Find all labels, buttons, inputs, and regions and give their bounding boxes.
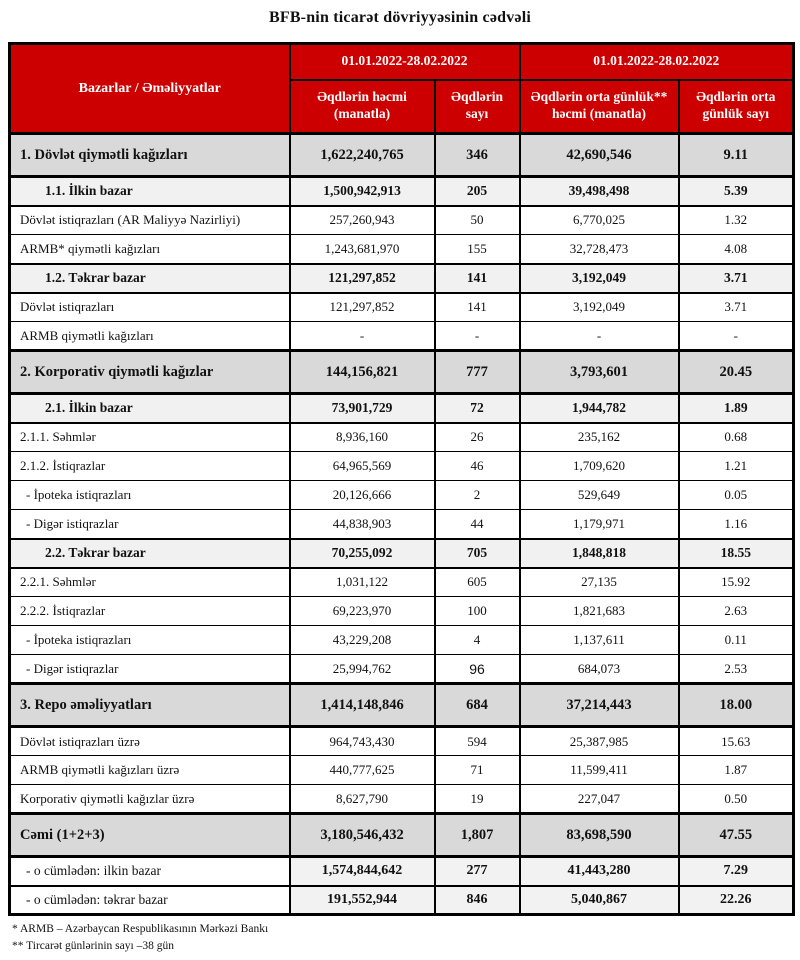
row-value: 4 <box>435 626 520 655</box>
row-value: 3,180,546,432 <box>290 814 435 857</box>
row-value: 22.26 <box>679 886 794 915</box>
table-header <box>10 44 794 134</box>
row-value: - <box>520 322 679 351</box>
row-value: 1,821,683 <box>520 597 679 626</box>
row-value: 37,214,443 <box>520 684 679 727</box>
table-row <box>10 293 794 322</box>
row-value: 20,126,666 <box>290 481 435 510</box>
table-row <box>10 452 794 481</box>
row-value: 594 <box>435 727 520 756</box>
row-value: 1.87 <box>679 756 794 785</box>
row-value: 71 <box>435 756 520 785</box>
row-value: 257,260,943 <box>290 206 435 235</box>
row-value: 41,443,280 <box>520 857 679 886</box>
row-label: 3. Repo əməliyyatları <box>10 684 290 727</box>
row-value: 684 <box>435 684 520 727</box>
row-value: - <box>435 322 520 351</box>
row-value: 964,743,430 <box>290 727 435 756</box>
row-value: 440,777,625 <box>290 756 435 785</box>
row-label: - İpoteka istiqrazları <box>10 481 290 510</box>
column-header-avg-daily-volume: Əqdlərin orta günlük** həcmi (manatla) <box>520 80 679 134</box>
column-header-deal-volume: Əqdlərin həcmi (manatla) <box>290 80 435 134</box>
row-value: 1,500,942,913 <box>290 177 435 206</box>
table-row <box>10 177 794 206</box>
row-value: 1,243,681,970 <box>290 235 435 264</box>
row-value: 121,297,852 <box>290 293 435 322</box>
row-value: 96 <box>435 655 520 684</box>
row-value: 43,229,208 <box>290 626 435 655</box>
row-label: 1.1. İlkin bazar <box>10 177 290 206</box>
row-value: 50 <box>435 206 520 235</box>
row-label: 2.1. İlkin bazar <box>10 394 290 423</box>
column-header-markets-operations: Bazarlar / Əməliyyatlar <box>10 44 290 134</box>
table-row <box>10 655 794 684</box>
row-value: 2 <box>435 481 520 510</box>
table-row <box>10 235 794 264</box>
table-row <box>10 756 794 785</box>
row-value: 0.68 <box>679 423 794 452</box>
row-value: - <box>679 322 794 351</box>
row-value: 39,498,498 <box>520 177 679 206</box>
row-value: 8,936,160 <box>290 423 435 452</box>
row-value: 15.92 <box>679 568 794 597</box>
column-header-deal-count: Əqdlərin sayı <box>435 80 520 134</box>
row-value: 18.55 <box>679 539 794 568</box>
trading-turnover-table <box>8 42 795 916</box>
row-value: 3.71 <box>679 264 794 293</box>
table-row <box>10 568 794 597</box>
row-label: - o cümlədən: təkrar bazar <box>10 886 290 915</box>
row-value: 5.39 <box>679 177 794 206</box>
row-value: 277 <box>435 857 520 886</box>
table-row <box>10 814 794 857</box>
row-label: Dövlət istiqrazları <box>10 293 290 322</box>
row-value: 18.00 <box>679 684 794 727</box>
table-row <box>10 727 794 756</box>
table-row <box>10 857 794 886</box>
table-row <box>10 322 794 351</box>
row-value: 144,156,821 <box>290 351 435 394</box>
row-value: 235,162 <box>520 423 679 452</box>
row-value: 0.05 <box>679 481 794 510</box>
table-row <box>10 206 794 235</box>
row-value: 605 <box>435 568 520 597</box>
row-value: 19 <box>435 785 520 814</box>
table-row <box>10 597 794 626</box>
table-row <box>10 134 794 177</box>
row-value: 2.53 <box>679 655 794 684</box>
row-value: 3,192,049 <box>520 264 679 293</box>
row-label: 1. Dövlət qiymətli kağızları <box>10 134 290 177</box>
row-value: 72 <box>435 394 520 423</box>
row-value: 684,073 <box>520 655 679 684</box>
row-value: 121,297,852 <box>290 264 435 293</box>
row-label: Dövlət istiqrazları (AR Maliyyə Nazirliyi) <box>10 206 290 235</box>
row-value: 44,838,903 <box>290 510 435 539</box>
table-row <box>10 626 794 655</box>
footnote-trading-days: ** Tircarət günlərinin sayı –38 gün <box>12 939 174 952</box>
row-value: 27,135 <box>520 568 679 597</box>
row-value: - <box>290 322 435 351</box>
row-value: 0.50 <box>679 785 794 814</box>
row-value: 69,223,970 <box>290 597 435 626</box>
row-value: 1,622,240,765 <box>290 134 435 177</box>
row-value: 9.11 <box>679 134 794 177</box>
row-value: 3,192,049 <box>520 293 679 322</box>
row-value: 3,793,601 <box>520 351 679 394</box>
column-header-avg-daily-count: Əqdlərin orta günlük sayı <box>679 80 794 134</box>
footnote-armb: * ARMB – Azərbaycan Respublikasının Mərkəzi Bankı <box>12 923 269 935</box>
row-value: 26 <box>435 423 520 452</box>
row-label: 1.2. Təkrar bazar <box>10 264 290 293</box>
row-value: 5,040,867 <box>520 886 679 915</box>
row-value: 1,179,971 <box>520 510 679 539</box>
row-value: 0.11 <box>679 626 794 655</box>
table-row <box>10 684 794 727</box>
row-value: 1.16 <box>679 510 794 539</box>
row-label: 2.1.1. Səhmlər <box>10 423 290 452</box>
row-label: 2. Korporativ qiymətli kağızlar <box>10 351 290 394</box>
row-value: 1,031,122 <box>290 568 435 597</box>
row-label: - o cümlədən: ilkin bazar <box>10 857 290 886</box>
table-row <box>10 539 794 568</box>
row-label: ARMB qiymətli kağızları üzrə <box>10 756 290 785</box>
row-value: 1,709,620 <box>520 452 679 481</box>
row-value: 25,994,762 <box>290 655 435 684</box>
row-label: 2.2.2. İstiqrazlar <box>10 597 290 626</box>
row-value: 4.08 <box>679 235 794 264</box>
row-value: 83,698,590 <box>520 814 679 857</box>
footnotes <box>12 921 788 954</box>
row-value: 529,649 <box>520 481 679 510</box>
row-value: 1,944,782 <box>520 394 679 423</box>
row-label: 2.2. Təkrar bazar <box>10 539 290 568</box>
table-row <box>10 264 794 293</box>
table-row <box>10 423 794 452</box>
row-label: ARMB qiymətli kağızları <box>10 322 290 351</box>
row-value: 1,574,844,642 <box>290 857 435 886</box>
row-value: 44 <box>435 510 520 539</box>
row-value: 20.45 <box>679 351 794 394</box>
header-row-periods <box>10 44 794 80</box>
row-value: 1.32 <box>679 206 794 235</box>
row-value: 42,690,546 <box>520 134 679 177</box>
row-value: 155 <box>435 235 520 264</box>
row-value: 1,414,148,846 <box>290 684 435 727</box>
row-value: 1.89 <box>679 394 794 423</box>
period-header-1: 01.01.2022-28.02.2022 <box>290 44 520 80</box>
row-label: Dövlət istiqrazları üzrə <box>10 727 290 756</box>
table-body <box>10 134 794 915</box>
row-label: - Digər istiqrazlar <box>10 510 290 539</box>
row-value: 7.29 <box>679 857 794 886</box>
row-label: - İpoteka istiqrazları <box>10 626 290 655</box>
row-value: 227,047 <box>520 785 679 814</box>
row-value: 346 <box>435 134 520 177</box>
table-row <box>10 394 794 423</box>
table-row <box>10 785 794 814</box>
row-value: 8,627,790 <box>290 785 435 814</box>
table-row <box>10 351 794 394</box>
row-value: 73,901,729 <box>290 394 435 423</box>
table-row <box>10 510 794 539</box>
row-label: Cəmi (1+2+3) <box>10 814 290 857</box>
row-value: 1,137,611 <box>520 626 679 655</box>
row-label: ARMB* qiymətli kağızları <box>10 235 290 264</box>
row-value: 141 <box>435 293 520 322</box>
row-label: 2.2.1. Səhmlər <box>10 568 290 597</box>
table-row <box>10 886 794 915</box>
row-label: - Digər istiqrazlar <box>10 655 290 684</box>
row-value: 705 <box>435 539 520 568</box>
row-value: 6,770,025 <box>520 206 679 235</box>
row-value: 846 <box>435 886 520 915</box>
row-value: 25,387,985 <box>520 727 679 756</box>
row-value: 1,807 <box>435 814 520 857</box>
row-value: 47.55 <box>679 814 794 857</box>
row-value: 11,599,411 <box>520 756 679 785</box>
page-title: BFB-nin ticarət dövriyyəsinin cədvəli <box>268 9 532 26</box>
row-value: 46 <box>435 452 520 481</box>
table-row <box>10 481 794 510</box>
row-value: 141 <box>435 264 520 293</box>
row-value: 64,965,569 <box>290 452 435 481</box>
row-value: 70,255,092 <box>290 539 435 568</box>
row-value: 2.63 <box>679 597 794 626</box>
row-value: 1.21 <box>679 452 794 481</box>
row-label: Korporativ qiymətli kağızlar üzrə <box>10 785 290 814</box>
row-value: 191,552,944 <box>290 886 435 915</box>
row-value: 3.71 <box>679 293 794 322</box>
row-value: 15.63 <box>679 727 794 756</box>
row-value: 777 <box>435 351 520 394</box>
row-value: 205 <box>435 177 520 206</box>
row-value: 32,728,473 <box>520 235 679 264</box>
row-label: 2.1.2. İstiqrazlar <box>10 452 290 481</box>
row-value: 1,848,818 <box>520 539 679 568</box>
period-header-2: 01.01.2022-28.02.2022 <box>520 44 794 80</box>
row-value: 100 <box>435 597 520 626</box>
